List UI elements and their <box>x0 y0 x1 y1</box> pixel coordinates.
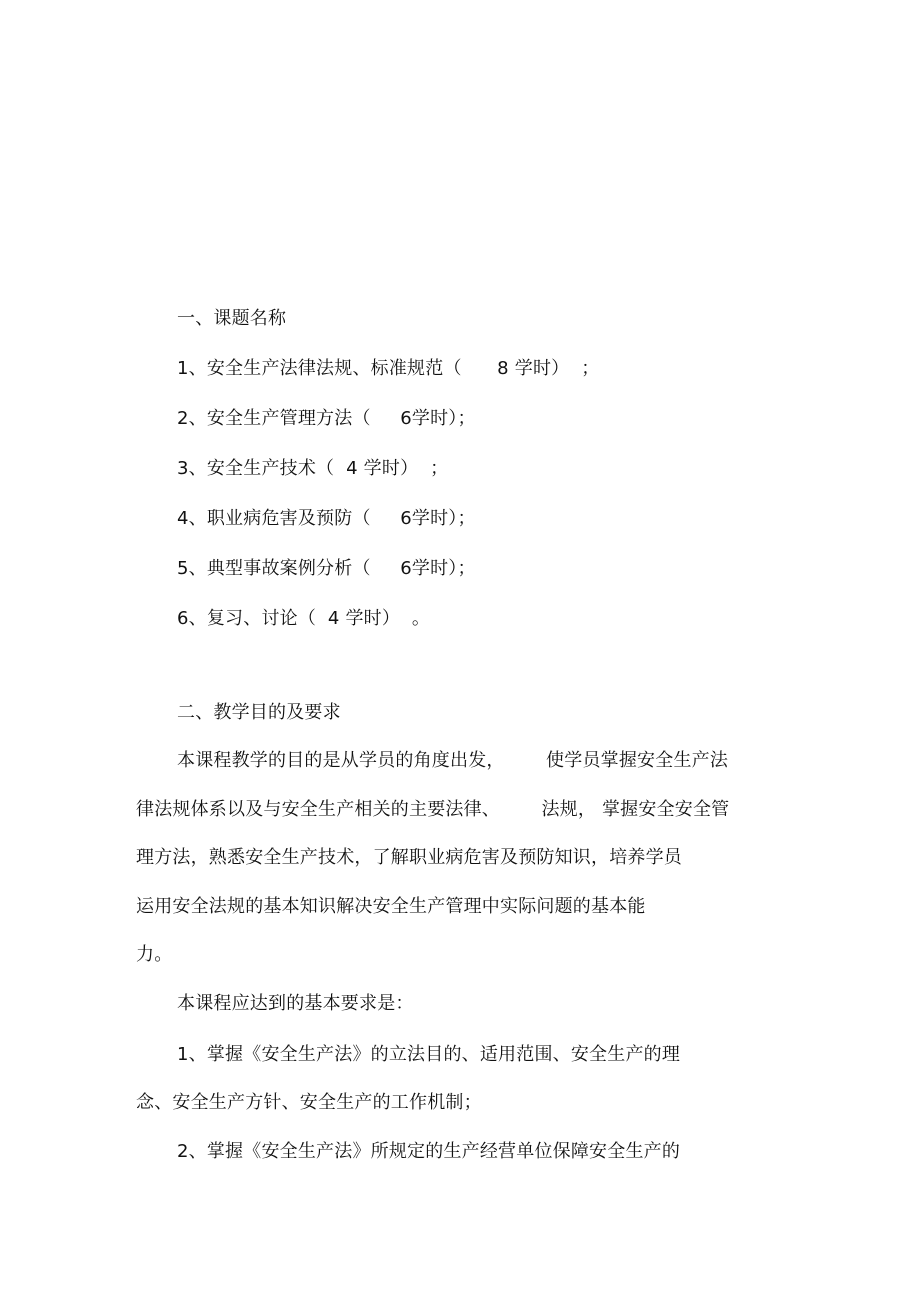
course-item-6: 6、复习、讨论（ 4 学时） 。 <box>177 608 431 629</box>
course-item-2: 2、安全生产管理方法（ 6学时）； <box>177 408 476 429</box>
course-item-5: 5、典型事故案例分析（ 6学时）； <box>177 558 476 579</box>
course-item-4: 4、职业病危害及预防（ 6学时）； <box>177 508 476 529</box>
section-2-heading: 二、教学目的及要求 <box>177 702 341 723</box>
course-item-1: 1、安全生产法律法规、标准规范（ 8 学时） ； <box>177 358 600 379</box>
purpose-paragraph-line-3: 理方法，熟悉安全生产技术，了解职业病危害及预防知识，培养学员 <box>136 847 682 868</box>
purpose-paragraph-line-4: 运用安全法规的基本知识解决安全生产管理中实际问题的基本能 <box>136 896 646 917</box>
requirement-line-2: 念、安全生产方针、安全生产的工作机制； <box>136 1092 482 1113</box>
course-item-3: 3、安全生产技术（ 4 学时） ； <box>177 458 449 479</box>
purpose-paragraph-line-1: 本课程教学的目的是从学员的角度出发， 使学员掌握安全生产法 <box>177 750 729 771</box>
purpose-paragraph-line-2: 律法规体系以及与安全生产相关的主要法律、 法规， 掌握安全安全管 <box>136 799 730 820</box>
section-1-heading: 一、课题名称 <box>177 308 287 329</box>
requirement-line-3: 2、掌握《安全生产法》所规定的生产经营单位保障安全生产的 <box>177 1141 681 1162</box>
purpose-paragraph-line-5: 力。 <box>136 944 173 965</box>
requirements-intro: 本课程应达到的基本要求是： <box>177 993 414 1014</box>
requirement-line-1: 1、掌握《安全生产法》的立法目的、适用范围、安全生产的理 <box>177 1044 681 1065</box>
